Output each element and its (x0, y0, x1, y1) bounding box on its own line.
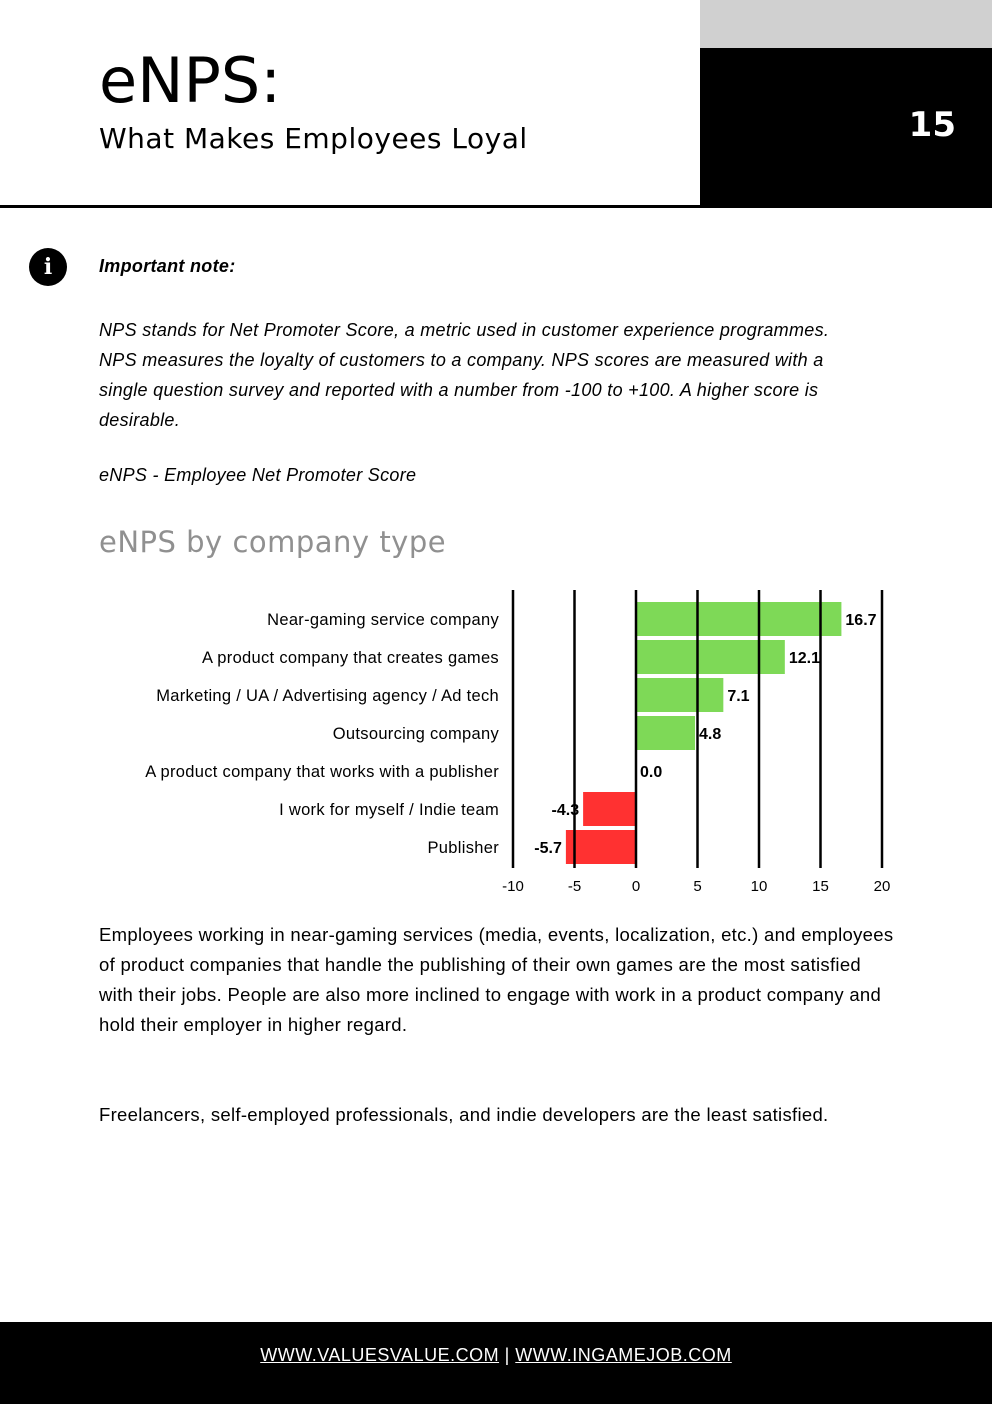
value-label-3: 4.8 (699, 726, 722, 743)
bar-6 (566, 830, 636, 864)
bar-3 (636, 716, 695, 750)
tick-label-2: 0 (631, 878, 641, 895)
footer-link-ingamejob[interactable]: WWW.INGAMEJOB.COM (515, 1345, 732, 1365)
value-label-2: 7.1 (727, 688, 750, 705)
value-label-0: 16.7 (845, 612, 877, 629)
page-subtitle: What Makes Employees Loyal (99, 122, 528, 155)
footer-separator: | (504, 1345, 510, 1365)
bar-1 (636, 640, 785, 674)
value-label-5: -4.3 (551, 802, 580, 819)
note-heading: Important note: (99, 256, 236, 276)
chart-title: eNPS by company type (99, 525, 447, 559)
body-paragraph-2: Freelancers, self-employed professionals, and indie developers are the least satisfied. (99, 1104, 829, 1125)
footer-link-valuesvalue[interactable]: WWW.VALUESVALUE.COM (260, 1345, 500, 1365)
category-label-3: Outsourcing company (332, 725, 499, 743)
category-label-1: A product company that creates games (202, 649, 499, 667)
body-paragraph-1: Employees working in near-gaming services (media, events, localization, etc.) and employees of product companies that handle the publishing of their own games are the most satisfied with their jobs. People are also more inclined to engage with work in a product company and hold their employer in higher regard. (99, 924, 894, 1035)
category-label-2: Marketing / UA / Advertising agency / Ad tech (156, 687, 499, 705)
footer-links (0, 1345, 992, 1366)
tick-label-1: -5 (567, 878, 582, 895)
tick-label-5: 15 (812, 878, 829, 895)
tick-label-0: -10 (502, 878, 524, 895)
header-divider (0, 205, 700, 208)
value-label-4: 0.0 (640, 764, 663, 781)
note-definition: eNPS - Employee Net Promoter Score (99, 465, 417, 485)
bar-5 (583, 792, 636, 826)
tick-label-6: 20 (873, 878, 891, 895)
info-icon: i (29, 248, 67, 286)
tick-label-4: 10 (750, 878, 768, 895)
bar-0 (636, 602, 841, 636)
tick-label-3: 5 (693, 878, 702, 895)
page-number: 15 (908, 105, 956, 145)
category-label-5: I work for myself / Indie team (279, 801, 499, 819)
category-label-6: Publisher (427, 839, 499, 857)
note-body: NPS stands for Net Promoter Score, a metric used in customer experience programmes. NPS measures the loyalty of customers to a company. NPS scores are measured with a single question survey and reported with a number from -100 to +100. A higher score is desirable. (99, 320, 830, 430)
category-label-0: Near-gaming service company (267, 611, 499, 629)
page-title: eNPS: (99, 44, 282, 117)
bar-2 (636, 678, 723, 712)
enps-bar-chart (0, 590, 992, 900)
header-accent-bar (700, 0, 992, 48)
value-label-1: 12.1 (788, 650, 820, 667)
value-label-6: -5.7 (534, 840, 562, 857)
category-label-4: A product company that works with a publisher (145, 763, 499, 781)
